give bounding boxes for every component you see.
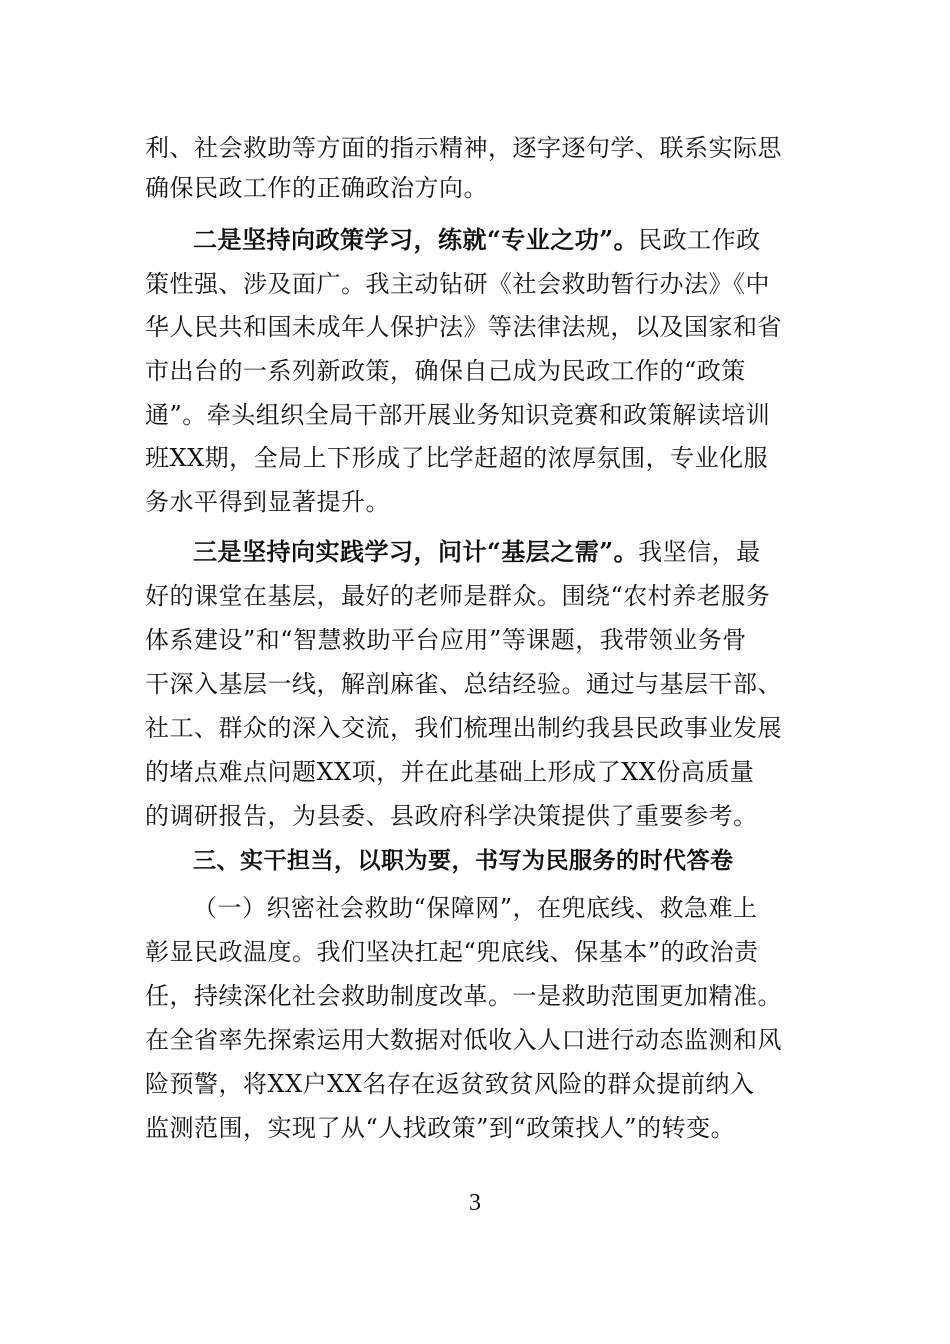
paragraph-line: 的堵点难点问题XX项，并在此基础上形成了XX份高质量 [145, 758, 755, 786]
paragraph-line: 务水平得到显著提升。 [145, 488, 390, 516]
paragraph-line: 好的课堂在基层，最好的老师是群众。围绕“农村养老服务 [145, 582, 771, 610]
paragraph-line: 社工、群众的深入交流，我们梳理出制约我县民政事业发展 [145, 714, 782, 742]
paragraph-line: 利、社会救助等方面的指示精神，逐字逐句学、联系实际思 [145, 134, 782, 162]
paragraph-line: 市出台的一系列新政策，确保自己成为民政工作的“政策 [145, 357, 746, 385]
paragraph-line: 监测范围，实现了从“人找政策”到“政策找人”的转变。 [145, 1114, 736, 1142]
paragraph-line: 在全省率先探索运用大数据对低收入人口进行动态监测和风 [145, 1026, 782, 1054]
paragraph-line: 确保民政工作的正确政治方向。 [145, 174, 488, 202]
paragraph-first-line: （一）织密社会救助“保障网”，在兜底线、救急难上 [193, 894, 758, 922]
paragraph-line: 华人民共和国未成年人保护法》等法律法规，以及国家和省 [145, 313, 782, 341]
paragraph-line: 彰显民政温度。我们坚决扛起“兜底线、保基本”的政治责 [145, 938, 759, 966]
paragraph-first-line [193, 537, 810, 566]
paragraph-lead: 二是坚持向政策学习，练就“专业之功”。 [193, 225, 639, 254]
paragraph-line: 体系建设”和“智慧救助平台应用”等课题，我带领业务骨 [145, 626, 747, 654]
paragraph-first-line [193, 225, 810, 254]
paragraph-line: 干深入基层一线，解剖麻雀、总结经验。通过与基层干部、 [145, 670, 782, 698]
paragraph-line: 的调研报告，为县委、县政府科学决策提供了重要参考。 [145, 802, 758, 830]
paragraph-line: 策性强、涉及面广。我主动钻研《社会救助暂行办法》《中 [145, 270, 770, 298]
paragraph-text: 我坚信，最 [638, 538, 761, 566]
paragraph-line: 险预警，将XX户XX名存在返贫致贫风险的群众提前纳入 [145, 1070, 755, 1098]
paragraph-lead: 三是坚持向实践学习，问计“基层之需”。 [193, 537, 639, 566]
paragraph-text: 民政工作政 [638, 226, 761, 254]
page-number: 3 [469, 1190, 481, 1216]
paragraph-line: 班XX期，全局上下形成了比学赶超的浓厚氛围，专业化服 [145, 444, 769, 472]
paragraph-line: 任，持续深化社会救助制度改革。一是救助范围更加精准。 [145, 982, 782, 1010]
section-heading: 三、实干担当，以职为要，书写为民服务的时代答卷 [193, 848, 734, 874]
paragraph-line: 通”。牵头组织全局干部开展业务知识竞赛和政策解读培训 [145, 401, 771, 429]
